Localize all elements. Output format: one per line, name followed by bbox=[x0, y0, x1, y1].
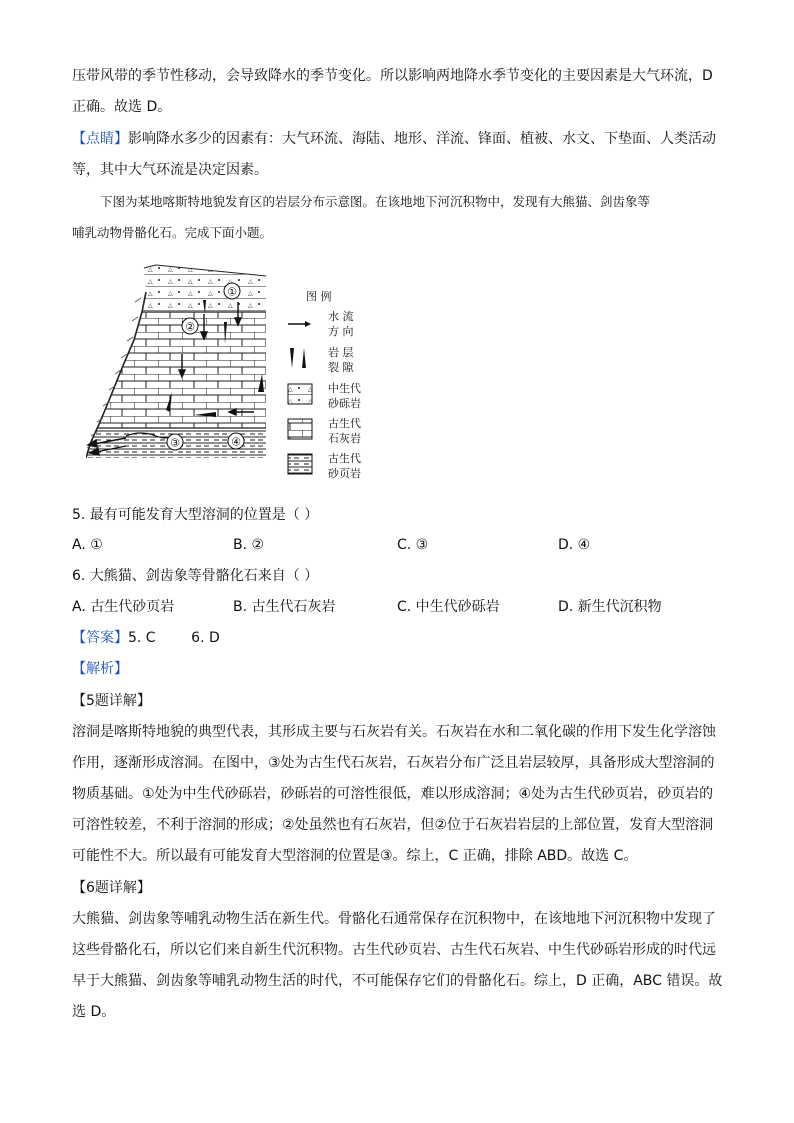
text-line: 作用，逐渐形成溶洞。在图中，③处为古生代石灰岩，石灰岩分布广泛且岩层较厚，具备形成大型溶洞的 bbox=[72, 755, 715, 771]
text-line: 物质基础。①处为中生代砂砾岩，砂砾岩的可溶性很低，难以形成溶洞；④处为古生代砂页岩，砂页岩的 bbox=[72, 786, 714, 802]
legend-label: 古生代 bbox=[328, 452, 361, 465]
legend-label: 砂砾岩 bbox=[328, 397, 361, 410]
text-line: 影响降水多少的因素有：大气环流、海陆、地形、洋流、锋面、植被、水文、下垫面、人类活动 bbox=[128, 131, 716, 147]
marker-1: ① bbox=[227, 285, 237, 299]
answer-tag: 【答案】 bbox=[72, 630, 128, 646]
legend-label: 中生代 bbox=[328, 382, 361, 395]
limestone-swatch bbox=[288, 419, 312, 439]
option-a: A. 古生代砂页岩 bbox=[72, 599, 175, 615]
text-line: 大熊猫、剑齿象等哺乳动物生活在新生代。骨骼化石通常保存在沉积物中，在该地地下河沉积物中发现了 bbox=[72, 911, 716, 927]
dianjing-tag: 【点睛】 bbox=[72, 131, 128, 147]
answer-line bbox=[72, 628, 220, 648]
text-line: 可溶性较差，不利于溶洞的形成；②处虽然也有石灰岩，但②位于石灰岩岩层的上部位置，发育大型溶洞 bbox=[72, 817, 714, 833]
option-d: D. 新生代沉积物 bbox=[558, 599, 662, 615]
option-b: B. ② bbox=[233, 537, 265, 553]
legend-label: 岩 层 bbox=[328, 346, 354, 359]
question-intro: 哺乳动物骨骼化石。完成下面小题。 bbox=[72, 225, 273, 240]
marker-4: ④ bbox=[231, 435, 241, 449]
water-flow-icon bbox=[305, 321, 311, 327]
text-line: 压带风带的季节性移动，会导致降水的季节变化。所以影响两地降水季节变化的主要因素是大气环流，D bbox=[72, 68, 713, 84]
shale-swatch bbox=[288, 454, 312, 474]
legend-label: 裂 隙 bbox=[328, 361, 354, 374]
option-a: A. ① bbox=[72, 537, 103, 553]
legend bbox=[288, 289, 361, 480]
question-stem: 5. 最有可能发育大型溶洞的位置是（ ） bbox=[72, 507, 319, 523]
sandstone-swatch bbox=[288, 384, 312, 404]
option-d: D. ④ bbox=[558, 537, 591, 553]
legend-label: 水 流 bbox=[328, 310, 354, 323]
text-line: 等，其中大气环流是决定因素。 bbox=[72, 162, 268, 178]
text-line: 选 D。 bbox=[72, 1004, 116, 1020]
question-intro: 下图为某地喀斯特地貌发育区的岩层分布示意图。在该地地下河沉积物中，发现有大熊猫、剑齿象等 bbox=[100, 194, 651, 209]
option-c: C. 中生代砂砾岩 bbox=[397, 599, 500, 615]
legend-label: 石灰岩 bbox=[328, 432, 361, 445]
question-stem: 6. 大熊猫、剑齿象等骨骼化石来自（ ） bbox=[72, 568, 319, 584]
text-line: 正确。故选 D。 bbox=[72, 99, 172, 115]
legend-label: 方 向 bbox=[328, 325, 354, 338]
marker-3: ③ bbox=[170, 436, 180, 450]
text-line: 溶洞是喀斯特地貌的典型代表，其形成主要与石灰岩有关。石灰岩在水和二氧化碳的作用下发生化学溶蚀 bbox=[72, 724, 716, 740]
karst-strata-diagram bbox=[86, 262, 376, 488]
legend-label: 古生代 bbox=[328, 417, 361, 430]
option-b: B. 古生代石灰岩 bbox=[233, 599, 336, 615]
q6-detail-tag: 【6题详解】 bbox=[72, 880, 151, 896]
analysis-tag: 【解析】 bbox=[72, 661, 128, 677]
answer-text: 5. C 6. D bbox=[128, 630, 220, 646]
marker-2: ② bbox=[185, 320, 195, 334]
q5-detail-tag: 【5题详解】 bbox=[72, 693, 151, 709]
text-line: 这些骨骼化石，所以它们来自新生代沉积物。古生代砂页岩、古生代石灰岩、中生代砂砾岩形成的时代远 bbox=[72, 942, 716, 958]
fissure-icon bbox=[290, 348, 294, 368]
text-line: 可能性不大。所以最有可能发育大型溶洞的位置是③。综上，C 正确，排除 ABD。故选 C。 bbox=[72, 848, 638, 864]
text-line: 早于大熊猫、剑齿象等哺乳动物生活的时代，不可能保存它们的骨骼化石。综上，D 正确，ABC 错误。故 bbox=[72, 973, 723, 989]
legend-title: 图 例 bbox=[306, 290, 332, 303]
legend-label: 砂页岩 bbox=[328, 467, 361, 480]
dianjing-paragraph bbox=[72, 129, 716, 149]
option-c: C. ③ bbox=[397, 537, 429, 553]
